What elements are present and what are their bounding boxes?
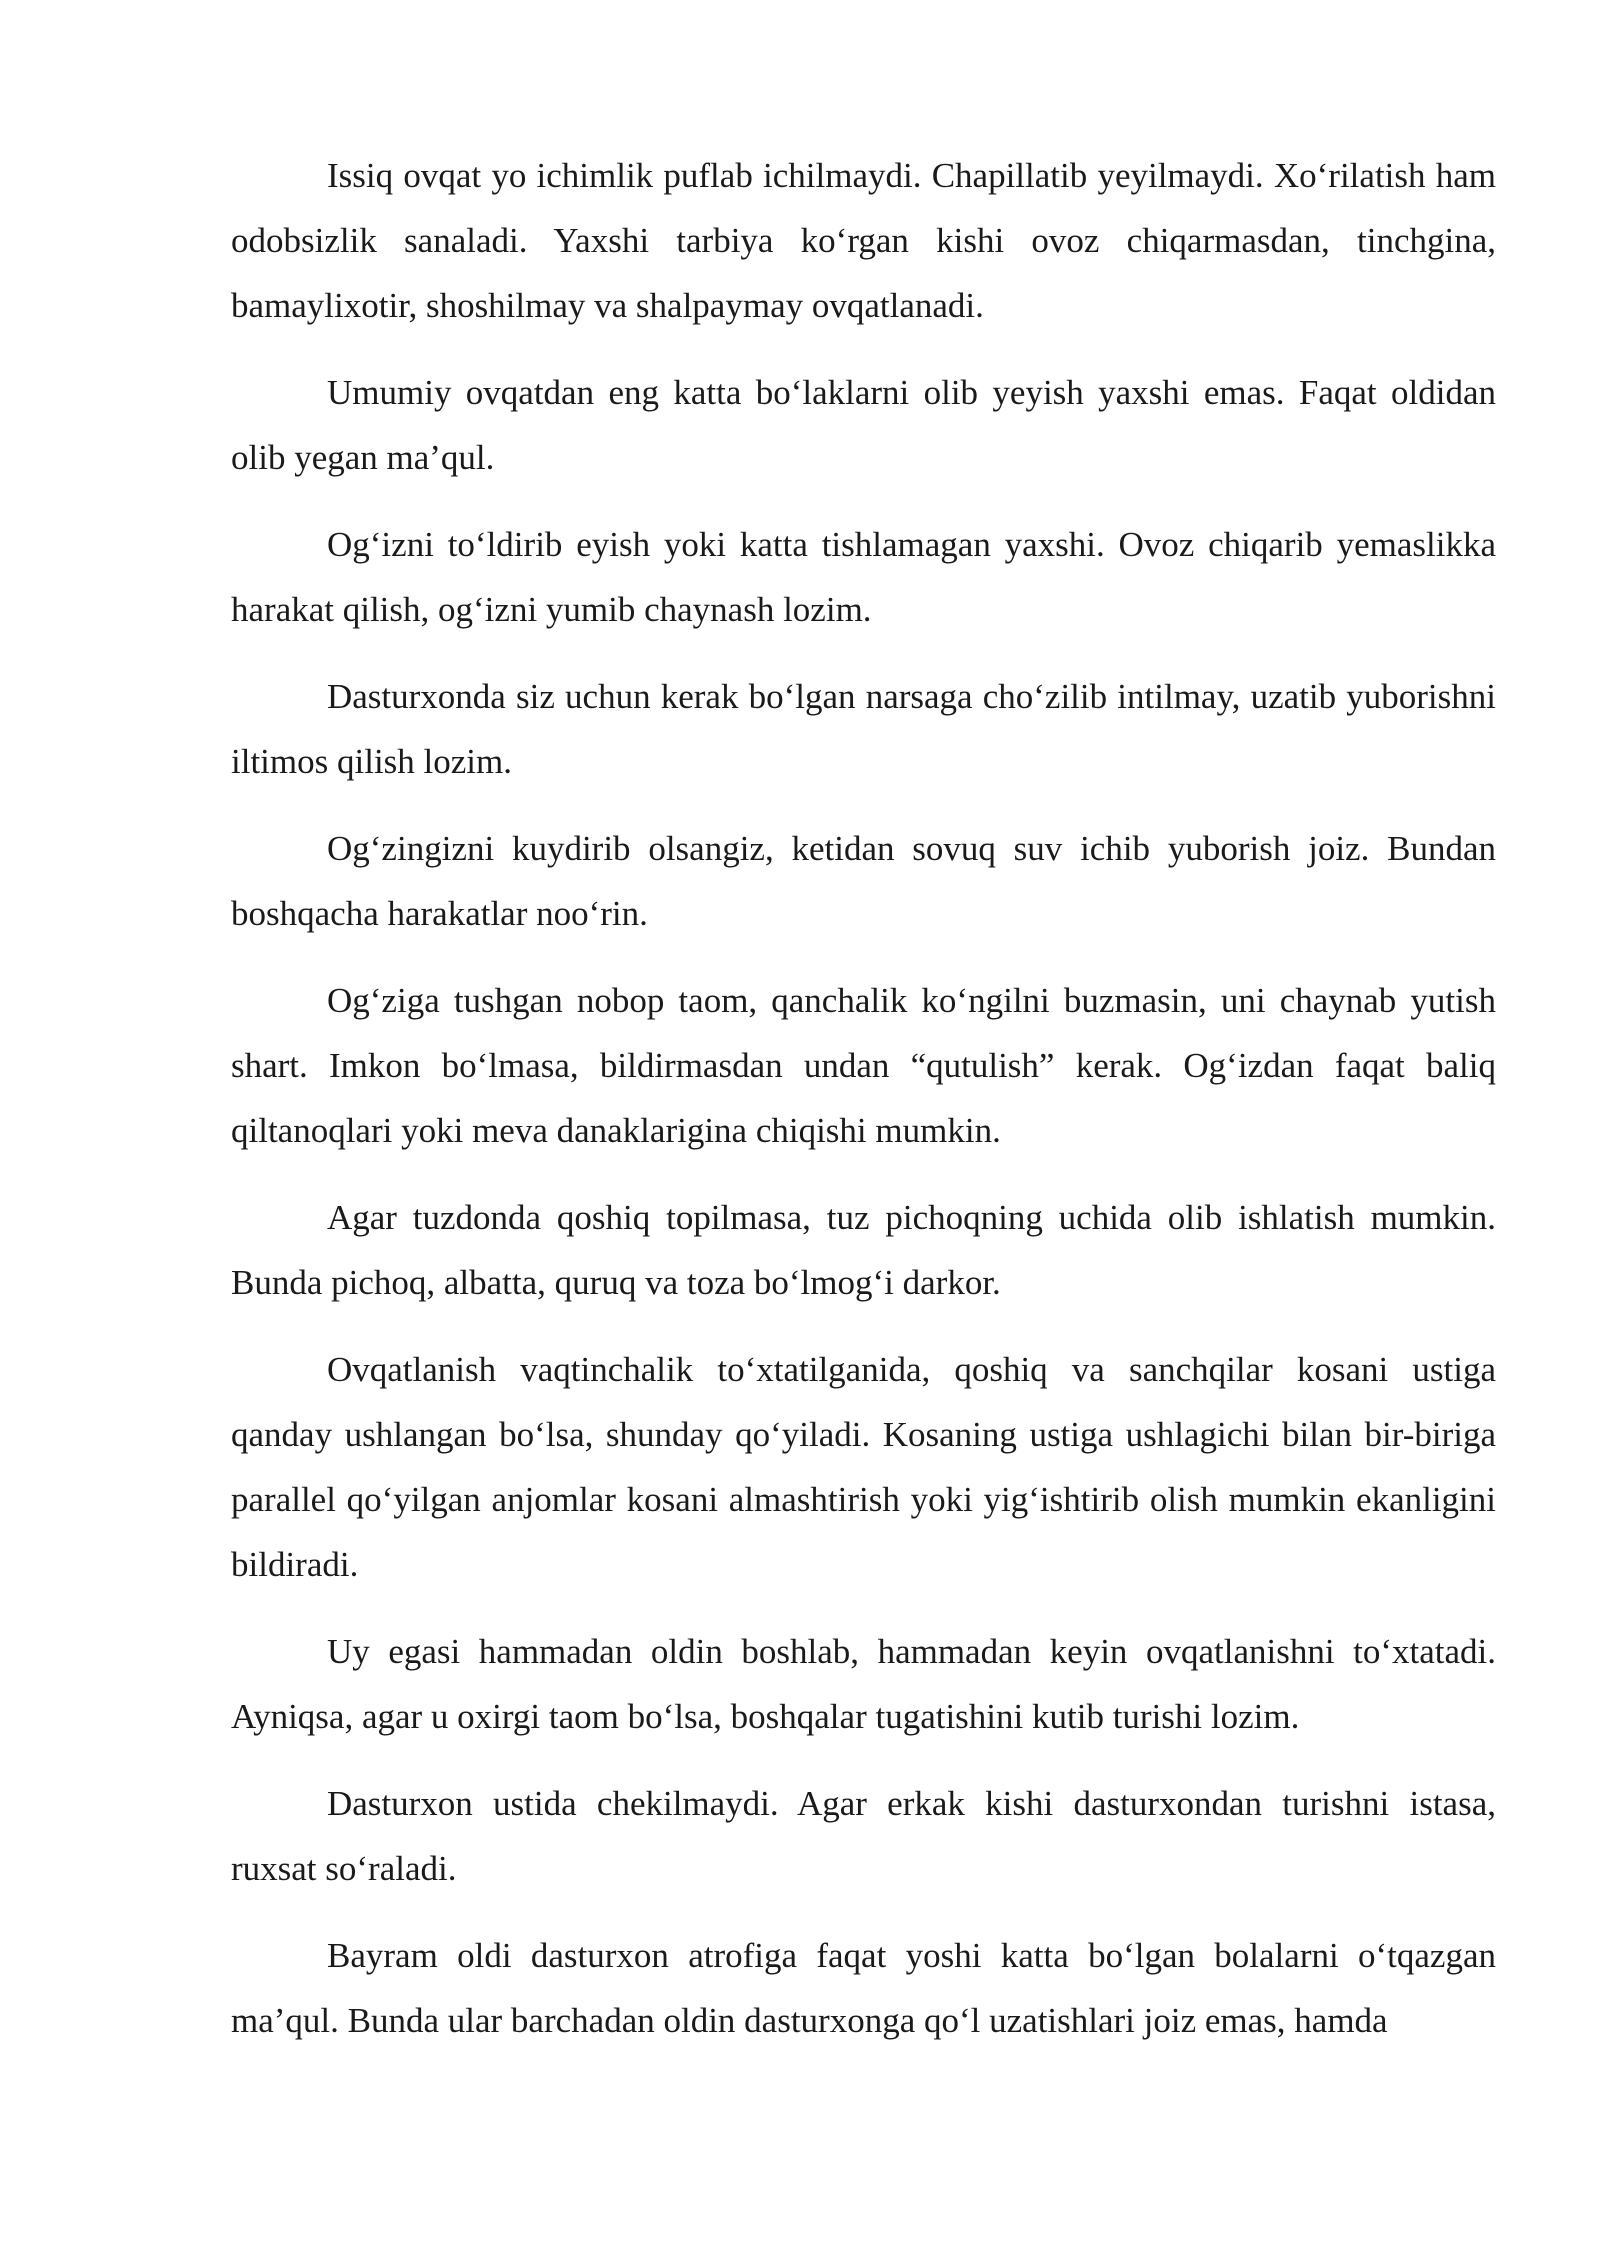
paragraph-3: Og‘izni to‘ldirib eyish yoki katta tishlamagan yaxshi. Ovoz chiqarib yemaslikka harakat qilish, og‘izni yumib chaynash lozim. (231, 525, 1496, 629)
paragraph-11: Bayram oldi dasturxon atrofiga faqat yoshi katta bo‘lgan bolalarni o‘tqazgan ma’qul. Bunda ular barchadan oldin dasturxonga qo‘l uzatishlari joiz emas, hamda (231, 1936, 1496, 2040)
paragraph-5: Og‘zingizni kuydirib olsangiz, ketidan sovuq suv ichib yuborish joiz. Bundan boshqacha harakatlar noo‘rin. (231, 829, 1496, 933)
paragraph-10: Dasturxon ustida chekilmaydi. Agar erkak kishi dasturxondan turishni istasa, ruxsat so‘raladi. (231, 1784, 1496, 1888)
paragraph-9: Uy egasi hammadan oldin boshlab, hammadan keyin ovqatlanishni to‘xtatadi. Ayniqsa, agar u oxirgi taom bo‘lsa, boshqalar tugatishini kutib turishi lozim. (231, 1632, 1496, 1736)
paragraph-7: Agar tuzdonda qoshiq topilmasa, tuz pichoqning uchida olib ishlatish mumkin. Bunda pichoq, albatta, quruq va toza bo‘lmog‘i darkor. (231, 1198, 1496, 1302)
paragraph-6: Og‘ziga tushgan nobop taom, qanchalik ko‘ngilni buzmasin, uni chaynab yutish shart. Imkon bo‘lmasa, bildirmasdan undan “qutulish” kerak. Og‘izdan faqat baliq qiltanoqlari yoki meva danaklarigina chiqishi mumkin. (231, 981, 1496, 1150)
body-text (231, 143, 1496, 2075)
paragraph-4: Dasturxonda siz uchun kerak bo‘lgan narsaga cho‘zilib intilmay, uzatib yuborishni iltimos qilish lozim. (231, 677, 1496, 781)
paragraph-2: Umumiy ovqatdan eng katta bo‘laklarni olib yeyish yaxshi emas. Faqat oldidan olib yegan ma’qul. (231, 373, 1496, 477)
paragraph-1: Issiq ovqat yo ichimlik puflab ichilmaydi. Chapillatib yeyilmaydi. Xo‘rilatish ham odobsizlik sanaladi. Yaxshi tarbiya ko‘rgan kishi ovoz chiqarmasdan, tinchgina, bamaylixotir, shoshilmay va shalpaymay ovqatlanadi. (231, 156, 1496, 325)
paragraph-8: Ovqatlanish vaqtinchalik to‘xtatilganida, qoshiq va sanchqilar kosani ustiga qanday ushlangan bo‘lsa, shunday qo‘yiladi. Kosaning ustiga ushlagichi bilan bir-biriga parallel qo‘yilgan anjomlar kosani almashtirish yoki yig‘ishtirib olish mumkin ekanligini bildiradi. (231, 1350, 1496, 1584)
